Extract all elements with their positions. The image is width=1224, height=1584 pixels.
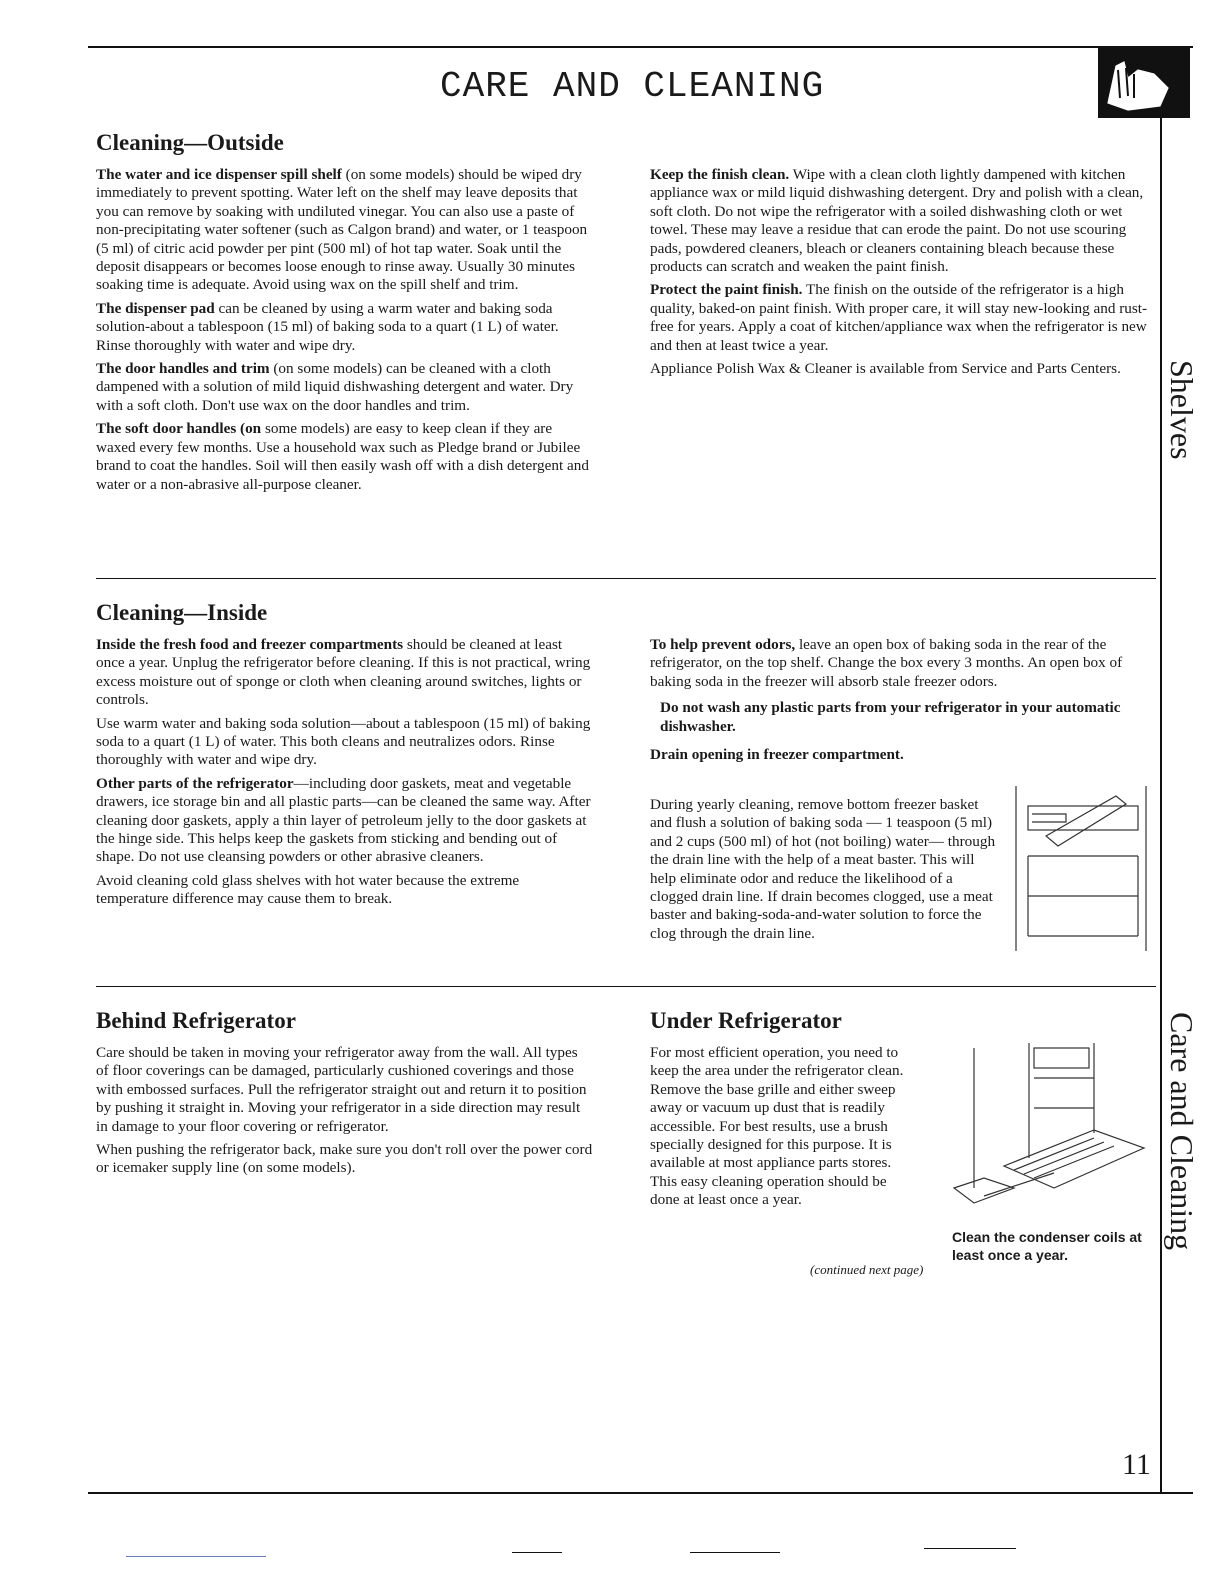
dispenser-pad-paragraph: The dispenser pad can be cleaned by using a warm water and baking soda solution-about a tablespoon (15 ml) of baking soda to a quart (1 L) of water. Rinse thoroughly with water and wipe dry. bbox=[96, 299, 559, 354]
right-vertical-rule bbox=[1160, 118, 1162, 1493]
cleaning-inside-heading: Cleaning—Inside bbox=[96, 600, 268, 625]
scan-mark-4 bbox=[924, 1548, 1016, 1549]
door-handles-paragraph: The door handles and trim (on some models) can be cleaned with a cloth dampened with a solution of mild liquid dishwashing detergent and water. Dry with a soft cloth. Don't use wax on the door handles and trim. bbox=[96, 360, 574, 414]
other-parts-paragraph: Other parts of the refrigerator—including door gaskets, meat and vegetable drawers, ice storage bin and all plastic parts—can be cleaned the same way. After cleaning door gaskets, apply a thin layer of petroleum jelly to the door gaskets at the hinge side. This helps keep the gaskets from sticking and bending out of shape. Do not use cleansing powders or other abrasive cleaners. bbox=[96, 774, 591, 866]
under-column bbox=[650, 1044, 912, 1215]
behind-paragraph-2: When pushing the refrigerator back, make sure you don't roll over the power cord or icemaker supply line (on some models). bbox=[96, 1141, 593, 1177]
scan-mark-3 bbox=[690, 1552, 780, 1553]
soft-handles-paragraph: The soft door handles (on some models) are easy to keep clean if they are waxed every few months. Use a household wax such as Pledge brand or Jubilee brand to coat the handles. Soil will then easily wash off with a dish detergent and water or a non-abrasive all-purpose cleaner. bbox=[96, 420, 589, 493]
drain-paragraph: During yearly cleaning, remove bottom freezer basket and flush a solution of baking soda — 1 teaspoon (5 ml) and 2 cups (500 ml) of hot (not boiling) water— through the drain line with the help of a meat baster. This will help eliminate odor and reduce the likelihood of a clogged drain line. If drain becomes clogged, use a meat baster and baking-soda-and-water solution to force the clog through the drain line. bbox=[650, 796, 996, 942]
top-rule bbox=[88, 46, 1193, 48]
behind-column bbox=[96, 1044, 594, 1183]
side-tab-care-and-cleaning: Care and Cleaning bbox=[1164, 1012, 1200, 1251]
compartments-paragraph: Inside the fresh food and freezer compartments should be cleaned at least once a year. Unplug the refrigerator before cleaning. If this is not practical, wring excess moisture out of sponge or cloth when cleaning around switches, lights or controls. bbox=[96, 636, 591, 709]
scan-mark-2 bbox=[512, 1552, 562, 1553]
inside-right-column bbox=[650, 636, 1148, 764]
outside-right-column bbox=[650, 166, 1148, 383]
paint-finish-paragraph: Protect the paint finish. The finish on the outside of the refrigerator is a high quality, baked-on paint finish. With proper care, it will stay new-looking and rust-free for years. Apply a coat of kitchen/appliance wax when the refrigerator is new and then at least twice a year. bbox=[650, 281, 1148, 354]
outside-left-column bbox=[96, 166, 592, 499]
page-title: CARE AND CLEANING bbox=[440, 66, 825, 107]
section-divider-2 bbox=[96, 986, 1156, 987]
freezer-drain-illustration bbox=[1006, 776, 1152, 956]
odors-paragraph: To help prevent odors, leave an open box of baking soda in the rear of the refrigerator, on the top shelf. Change the box every 3 months. An open box of baking soda in the freezer will absorb stale freezer odors. bbox=[650, 636, 1123, 690]
glass-shelves-paragraph: Avoid cleaning cold glass shelves with hot water because the extreme temperature difference may cause them to break. bbox=[96, 871, 520, 908]
section-divider-1 bbox=[96, 578, 1156, 579]
behind-paragraph-1: Care should be taken in moving your refrigerator away from the wall. All types of floor coverings can be damaged, particularly cushioned coverings and those with embossed surfaces. Pull the refrigerator straight out and return it to position by pushing it straight in. Moving your refrigerator in a side direction may result in damage to your floor covering or refrigerator. bbox=[96, 1044, 587, 1135]
bottom-rule bbox=[88, 1492, 1193, 1494]
spill-shelf-paragraph: The water and ice dispenser spill shelf (on some models) should be wiped dry immediately to prevent spotting. Water left on the shelf may leave deposits that you can remove by soaking with undiluted vinegar. You can also use a paste of non-precipitating water softener (such as Calgon brand) and water, or 1 teaspoon (5 ml) of citric acid powder per pint (500 ml) of hot tap water. Soak until the deposit disappears or becomes loose enough to rinse away. Usually 30 minutes soaking time is adequate. Avoid using wax on the spill shelf and trim. bbox=[96, 166, 588, 294]
cleaning-outside-heading: Cleaning—Outside bbox=[96, 130, 284, 155]
behind-refrigerator-heading: Behind Refrigerator bbox=[96, 1008, 296, 1033]
drain-heading: Drain opening in freezer compartment. bbox=[650, 746, 904, 764]
side-tab-shelves: Shelves bbox=[1164, 360, 1200, 460]
polish-availability-paragraph: Appliance Polish Wax & Cleaner is available from Service and Parts Centers. bbox=[650, 360, 1121, 378]
drain-paragraph-block bbox=[650, 796, 1004, 948]
hand-icon bbox=[1098, 48, 1190, 118]
condenser-caption: Clean the condenser coils at least once a year. bbox=[952, 1229, 1142, 1263]
finish-clean-paragraph: Keep the finish clean. Wipe with a clean cloth lightly dampened with kitchen appliance wax or mild liquid dishwashing detergent. Dry and polish with a clean, soft cloth. Do not wipe the refrigerator with a soiled dishwashing cloth or wet towel. These may leave a residue that can erode the paint. Do not use scouring pads, powdered cleaners, bleach or cleaners containing bleach because these products can scratch and weaken the paint finish. bbox=[650, 166, 1144, 276]
scan-mark-1 bbox=[126, 1556, 266, 1557]
inside-left-column bbox=[96, 636, 592, 914]
baking-soda-paragraph: Use warm water and baking soda solution—about a tablespoon (15 ml) of baking soda to a quart (1 L) of water. This both cleans and neutralizes odors. Rinse thoroughly with water and wipe dry. bbox=[96, 714, 591, 769]
dishwasher-warning: Do not wash any plastic parts from your refrigerator in your automatic dishwasher. bbox=[660, 699, 1121, 735]
page-number: 11 bbox=[1122, 1448, 1151, 1481]
under-paragraph: For most efficient operation, you need to keep the area under the refrigerator clean. Remove the base grille and either sweep away or vacuum up dust that is readily accessible. For best results, use a brush specially designed for this purpose. It is available at most appliance parts stores. This easy cleaning operation should be done at least once a year. bbox=[650, 1044, 904, 1209]
under-refrigerator-heading: Under Refrigerator bbox=[650, 1008, 842, 1033]
continued-note: (continued next page) bbox=[810, 1262, 924, 1277]
condenser-coil-illustration bbox=[944, 1038, 1154, 1228]
